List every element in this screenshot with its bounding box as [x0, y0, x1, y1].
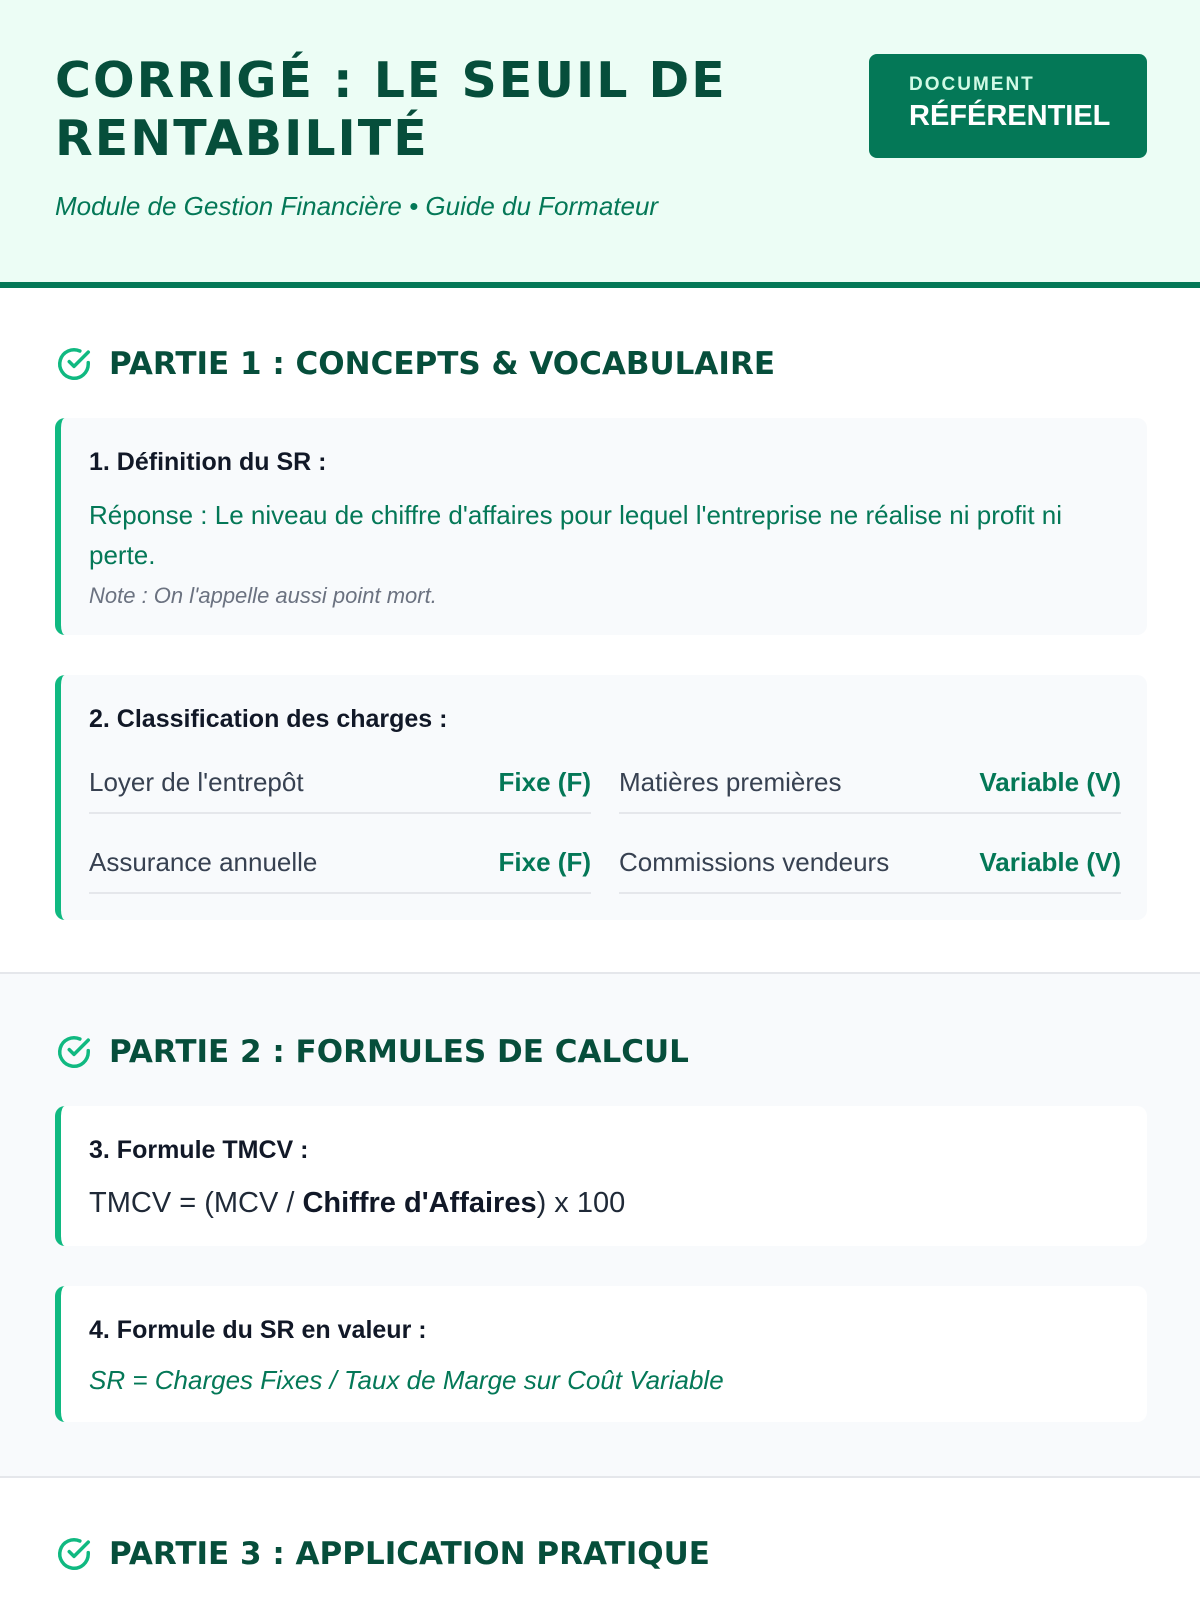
- charge-type: Variable (V): [979, 766, 1121, 797]
- charge-type: Fixe (F): [498, 846, 591, 877]
- section-title: PARTIE 3 : APPLICATION PRATIQUE: [109, 1536, 710, 1572]
- charge-label: Commissions vendeurs: [619, 846, 890, 877]
- formula-text: SR = Charges Fixes / Taux de Marge sur Coût Variable: [89, 1365, 724, 1395]
- charge-row: [89, 752, 591, 814]
- section-header: [55, 344, 1147, 384]
- question-label: 3. Formule TMCV :: [89, 1136, 309, 1164]
- section-part-3: [0, 1478, 1200, 1574]
- check-circle-icon: [55, 1033, 93, 1071]
- question-label: 2. Classification des charges :: [89, 705, 448, 733]
- page-subtitle: Module de Gestion Financière • Guide du Formateur: [55, 191, 659, 221]
- charge-row: [619, 752, 1121, 814]
- formula-part: ) x 100: [536, 1187, 626, 1219]
- badge-label: DOCUMENT: [909, 74, 1035, 95]
- charge-row: [619, 832, 1121, 894]
- question-label: 1. Définition du SR :: [89, 448, 327, 476]
- question-card-1: [55, 418, 1147, 635]
- charge-row: [89, 832, 591, 894]
- charge-label: Assurance annuelle: [89, 846, 318, 877]
- question-card-4: [55, 1286, 1147, 1422]
- check-circle-icon: [55, 345, 93, 383]
- section-header: [55, 1534, 1147, 1574]
- charge-type: Fixe (F): [498, 766, 591, 797]
- charge-type: Variable (V): [979, 846, 1121, 877]
- section-title: PARTIE 1 : CONCEPTS & VOCABULAIRE: [109, 346, 776, 382]
- question-card-2: [55, 675, 1147, 920]
- section-title: PARTIE 2 : FORMULES DE CALCUL: [109, 1034, 689, 1070]
- charge-label: Loyer de l'entrepôt: [89, 766, 304, 797]
- badge-value: RÉFÉRENTIEL: [909, 100, 1111, 132]
- charge-label: Matières premières: [619, 766, 842, 797]
- question-card-3: [55, 1106, 1147, 1246]
- charges-grid: [89, 752, 1121, 912]
- formula-emphasis: Chiffre d'Affaires: [302, 1187, 537, 1219]
- question-label: 4. Formule du SR en valeur :: [89, 1316, 427, 1344]
- check-circle-icon: [55, 1535, 93, 1573]
- section-part-1: [0, 288, 1200, 920]
- formula-text: [89, 1187, 1121, 1220]
- answer-text: Réponse : Le niveau de chiffre d'affaires pour lequel l'entreprise ne réalise ni profit ni perte.: [89, 500, 1063, 570]
- section-header: [55, 1032, 1147, 1072]
- document-header: [0, 0, 1200, 288]
- page-title: CORRIGÉ : LE SEUIL DE RENTABILITÉ: [55, 52, 727, 167]
- formula-part: TMCV = (MCV /: [89, 1187, 303, 1219]
- note-text: Note : On l'appelle aussi point mort.: [89, 583, 437, 608]
- document-badge: [869, 54, 1147, 158]
- section-part-2: [0, 972, 1200, 1478]
